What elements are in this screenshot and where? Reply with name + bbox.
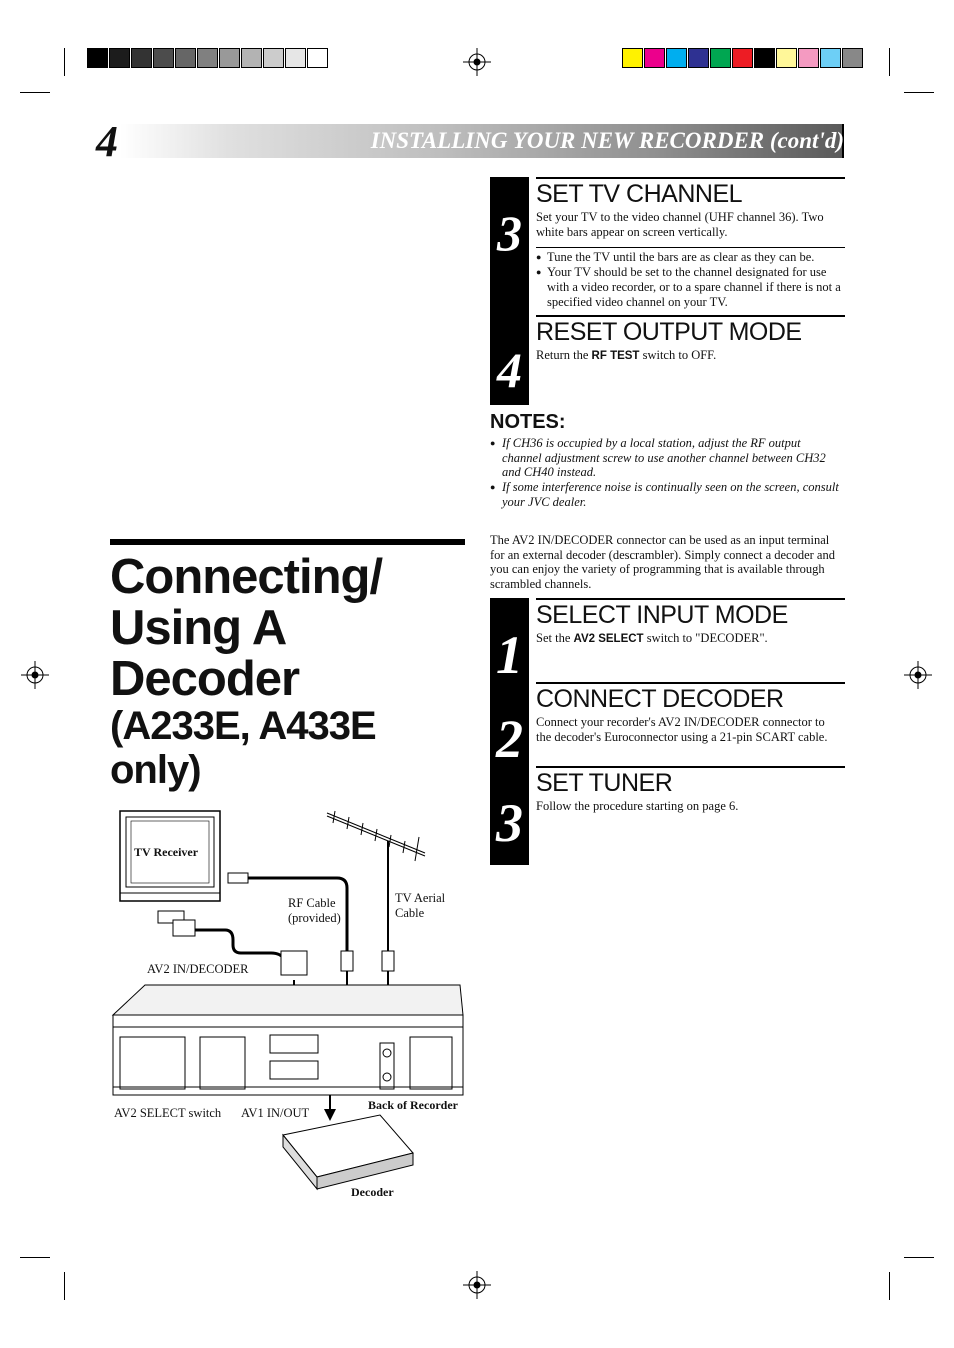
note-item: ● If CH36 is occupied by a local station, adjust the RF output channel adjustment screw to use another channel between CH32 and CH40 instead.: [490, 436, 840, 480]
step-number: 3: [497, 205, 522, 261]
color-swatch: [666, 48, 687, 68]
step-text: Follow the procedure starting on page 6.: [536, 799, 739, 813]
text-fragment: Return the: [536, 348, 592, 362]
back-of-recorder-label: Back of Recorder: [368, 1098, 458, 1112]
rule: [536, 598, 845, 600]
notes-list: [490, 436, 840, 510]
color-swatch: [307, 48, 328, 68]
note-item: ● If some interference noise is continually seen on the screen, consult your JVC dealer.: [490, 480, 840, 509]
rule: [536, 766, 845, 768]
decoder-label: Decoder: [351, 1185, 394, 1199]
color-swatch: [263, 48, 284, 68]
recorder-back-icon: [113, 985, 463, 1095]
rule: [536, 177, 845, 179]
label-line: (provided): [288, 911, 341, 925]
step-number: 2: [496, 709, 523, 769]
bullet-item: ● Your TV should be set to the channel designated for use with a video recorder, or to a spare channel if there is not a specified video channel on your TV.: [536, 265, 846, 310]
step-text: Connect your recorder's AV2 IN/DECODER connector to the decoder's Euroconnector using a 21-pin SCART cable.: [536, 715, 828, 744]
section-rule: [110, 539, 465, 545]
color-swatch: [219, 48, 240, 68]
rule: [536, 682, 845, 684]
color-swatch: [754, 48, 775, 68]
subtitle-line: (A233E, A433E: [110, 704, 376, 748]
section-title: [110, 552, 470, 705]
connection-diagram: [105, 805, 470, 1205]
page-number: 4: [96, 117, 118, 166]
label-line: Cable: [395, 906, 425, 920]
step-title: SELECT INPUT MODE: [536, 601, 788, 629]
av2-in-decoder-label: AV2 IN/DECODER: [147, 962, 249, 976]
color-swatch: [710, 48, 731, 68]
intro-paragraph: The AV2 IN/DECODER connector can be used as an input terminal for an external decoder (descrambler). Simply connect a decoder and you can enjoy the variety of programming that is available through scrambled channels.: [490, 533, 835, 592]
color-swatch: [776, 48, 797, 68]
label-line: RF Cable: [288, 896, 336, 910]
color-swatch: [644, 48, 665, 68]
step-number: 4: [497, 342, 522, 398]
color-swatch: [87, 48, 108, 68]
color-swatch: [197, 48, 218, 68]
color-swatch: [109, 48, 130, 68]
tv-aerial-icon: [327, 811, 425, 953]
rf-cable-label: [288, 896, 341, 926]
label-line: TV Aerial: [395, 891, 446, 905]
color-swatch: [842, 48, 863, 68]
header-title: INSTALLING YOUR NEW RECORDER (cont'd): [370, 128, 844, 153]
text-fragment: switch to "DECODER".: [643, 631, 768, 645]
rule: [536, 315, 845, 317]
color-swatch: [820, 48, 841, 68]
step-title: RESET OUTPUT MODE: [536, 318, 802, 346]
step-text: Set your TV to the video channel (UHF channel 36). Two white bars appear on screen vertically.: [536, 210, 824, 239]
notes-title: NOTES:: [490, 411, 566, 433]
color-swatch: [131, 48, 152, 68]
tv-aerial-label: [395, 891, 445, 921]
color-swatch: [622, 48, 643, 68]
color-swatch: [798, 48, 819, 68]
decoder-icon: [283, 1115, 413, 1189]
step-text: [536, 348, 846, 364]
color-swatch: [285, 48, 306, 68]
color-swatch: [688, 48, 709, 68]
subtitle-line: only): [110, 748, 201, 792]
text-fragment: switch to OFF.: [639, 348, 717, 362]
step-bullets: [536, 250, 846, 310]
thin-rule: [536, 247, 845, 248]
step-number: 1: [496, 625, 523, 685]
bullet-item: ● Tune the TV until the bars are as clear as they can be.: [536, 250, 846, 265]
step-title: SET TUNER: [536, 769, 673, 797]
title-line: Using A: [110, 601, 287, 655]
step-title: SET TV CHANNEL: [536, 180, 743, 208]
step-text: [536, 631, 846, 647]
title-line: Decoder: [110, 652, 300, 706]
av2-select-label: AV2 SELECT switch: [114, 1106, 222, 1120]
color-swatch: [175, 48, 196, 68]
section-subtitle: [110, 704, 470, 792]
switch-name: AV2 SELECT: [573, 633, 644, 645]
tv-receiver-label: TV Receiver: [134, 845, 199, 859]
text-fragment: Set the: [536, 631, 574, 645]
color-swatch: [241, 48, 262, 68]
av1-in-out-label: AV1 IN/OUT: [241, 1106, 310, 1120]
switch-name: RF TEST: [591, 350, 640, 362]
title-line: Connecting/: [110, 550, 383, 604]
step-number: 3: [496, 793, 523, 853]
step-title: CONNECT DECODER: [536, 685, 784, 713]
color-swatch: [153, 48, 174, 68]
color-swatch: [732, 48, 753, 68]
